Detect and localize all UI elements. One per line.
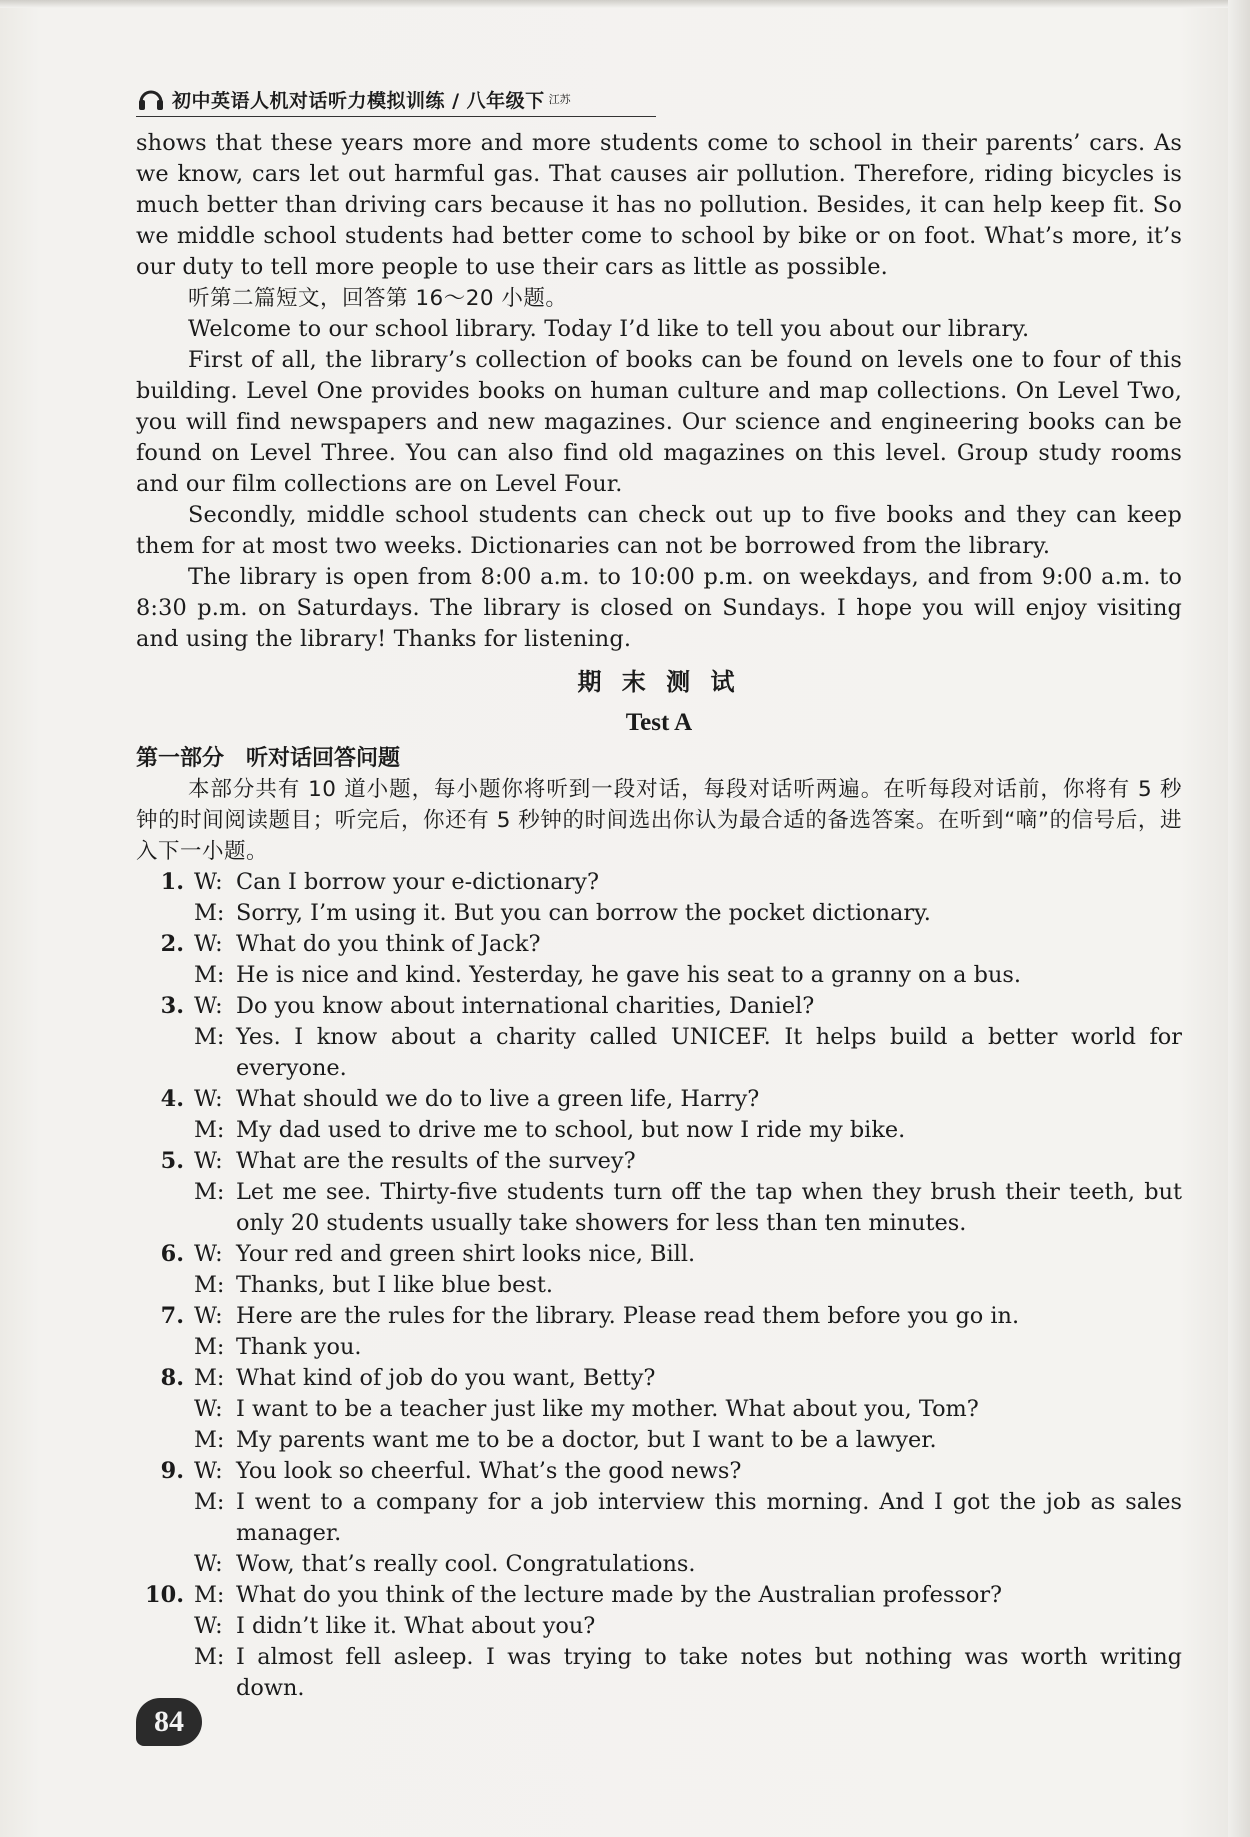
passage2-paragraph: Welcome to our school library. Today I’d like to tell you about our library. <box>188 316 1030 342</box>
running-header <box>136 82 656 117</box>
header-title: 初中英语人机对话听力模拟训练 / 八年级下 <box>172 89 545 112</box>
dialogue-line <box>136 1084 1182 1115</box>
speaker-label: M: <box>194 1117 225 1143</box>
speaker-label: M: <box>194 1427 225 1453</box>
speaker-label: M: <box>194 1644 225 1670</box>
page-content <box>136 128 1182 1704</box>
speaker-label: W: <box>194 1148 223 1174</box>
dialogue-line <box>136 867 1182 898</box>
dialogue-item <box>136 991 1182 1084</box>
dialogue-text: Let me see. Thirty-five students turn off the tap when they brush their teeth, but only 20 students usually take showers for less than ten minutes. <box>236 1179 1182 1236</box>
dialogue-line <box>136 1642 1182 1704</box>
dialogue-line <box>136 1487 1182 1549</box>
dialogue-list <box>136 867 1182 1704</box>
dialogue-line <box>136 1425 1182 1456</box>
speaker-label: M: <box>194 1365 225 1391</box>
dialogue-line <box>136 991 1182 1022</box>
passage1-ending: shows that these years more and more students come to school in their parents’ cars. As we know, cars let out harmful gas. That causes air pollution. Therefore, riding bicycles is much better than driving cars because it has no pollution. Besides, it can help keep fit. So we middle school students had better come to school by bike or on foot. What’s more, it’s our duty to tell more people to use their cars as little as possible. <box>136 130 1182 280</box>
header-suffix: 江苏 <box>548 93 571 106</box>
dialogue-line <box>136 1115 1182 1146</box>
passage2-paragraph: The library is open from 8:00 a.m. to 10:00 p.m. on weekdays, and from 9:00 a.m. to 8:30 p.m. on Saturdays. The library is closed on Sundays. I hope you will enjoy visiting and using the library! Thanks for listening. <box>136 564 1182 652</box>
question-number: 3. <box>160 993 184 1019</box>
dialogue-text: Here are the rules for the library. Please read them before you go in. <box>236 1303 1020 1329</box>
question-number <box>136 898 194 929</box>
question-number: 9. <box>160 1458 184 1484</box>
question-number <box>136 1425 194 1456</box>
question-number <box>136 1549 194 1580</box>
question-number <box>136 960 194 991</box>
dialogue-text: Thank you. <box>236 1334 362 1360</box>
passage2-paragraph: Secondly, middle school students can check out up to five books and they can keep them for at most two weeks. Dictionaries can not be borrowed from the library. <box>136 502 1182 559</box>
dialogue-text: Your red and green shirt looks nice, Bill. <box>236 1241 696 1267</box>
question-number <box>136 1611 194 1642</box>
question-number <box>136 1394 194 1425</box>
dialogue-line <box>136 1301 1182 1332</box>
speaker-label: W: <box>194 1458 223 1484</box>
dialogue-text: Wow, that’s really cool. Congratulations. <box>236 1551 696 1577</box>
speaker-label: M: <box>194 1179 225 1205</box>
question-number: 4. <box>160 1086 184 1112</box>
test-title: Test A <box>625 709 693 736</box>
dialogue-item <box>136 929 1182 991</box>
dialogue-line <box>136 1549 1182 1580</box>
dialogue-line <box>136 898 1182 929</box>
dialogue-text: What should we do to live a green life, Harry? <box>236 1086 760 1112</box>
question-number <box>136 1332 194 1363</box>
dialogue-line <box>136 1332 1182 1363</box>
dialogue-line <box>136 1456 1182 1487</box>
dialogue-text: Yes. I know about a charity called UNICEF. It helps build a better world for everyone. <box>236 1024 1182 1081</box>
dialogue-line <box>136 1022 1182 1084</box>
speaker-label: M: <box>194 1272 225 1298</box>
dialogue-item <box>136 1363 1182 1456</box>
dialogue-item <box>136 1580 1182 1704</box>
dialogue-line <box>136 1177 1182 1239</box>
dialogue-item <box>136 1456 1182 1580</box>
part-title: 第一部分 听对话回答问题 <box>136 746 401 771</box>
passage2-heading: 听第二篇短文，回答第 16～20 小题。 <box>188 286 568 311</box>
speaker-label: M: <box>194 1582 225 1608</box>
dialogue-text: You look so cheerful. What’s the good news? <box>236 1458 742 1484</box>
speaker-label: M: <box>194 1334 225 1360</box>
dialogue-text: What kind of job do you want, Betty? <box>236 1365 656 1391</box>
dialogue-text: What do you think of Jack? <box>236 931 541 957</box>
speaker-label: M: <box>194 900 225 926</box>
speaker-label: W: <box>194 1551 223 1577</box>
speaker-label: W: <box>194 1241 223 1267</box>
part-instructions: 本部分共有 10 道小题，每小题你将听到一段对话，每段对话听两遍。在听每段对话前，你将有 5 秒钟的时间阅读题目；听完后，你还有 5 秒钟的时间选出你认为最合适的备选答案。在听到“嘀”的信号后，进入下一小题。 <box>136 777 1182 864</box>
passage2-paragraph: First of all, the library’s collection of books can be found on levels one to four of this building. Level One provides books on human culture and map collections. On Level Two, you will find newspapers and new magazines. Our science and engineering books can be found on Level Three. You can also find old magazines on this level. Group study rooms and our film collections are on Level Four. <box>136 347 1182 497</box>
dialogue-line <box>136 960 1182 991</box>
dialogue-text: He is nice and kind. Yesterday, he gave his seat to a granny on a bus. <box>236 962 1021 988</box>
dialogue-line <box>136 929 1182 960</box>
question-number <box>136 1270 194 1301</box>
dialogue-item <box>136 1239 1182 1301</box>
dialogue-text: Do you know about international charities, Daniel? <box>236 993 815 1019</box>
dialogue-line <box>136 1394 1182 1425</box>
dialogue-item <box>136 1146 1182 1239</box>
dialogue-text: My dad used to drive me to school, but now I ride my bike. <box>236 1117 906 1143</box>
question-number <box>136 1642 194 1704</box>
speaker-label: W: <box>194 1086 223 1112</box>
dialogue-text: Thanks, but I like blue best. <box>236 1272 553 1298</box>
dialogue-text: My parents want me to be a doctor, but I want to be a lawyer. <box>236 1427 937 1453</box>
dialogue-text: What are the results of the survey? <box>236 1148 636 1174</box>
dialogue-text: Sorry, I’m using it. But you can borrow the pocket dictionary. <box>236 900 931 926</box>
speaker-label: W: <box>194 1396 223 1422</box>
dialogue-line <box>136 1239 1182 1270</box>
dialogue-item <box>136 867 1182 929</box>
dialogue-item <box>136 1301 1182 1363</box>
page-number: 84 <box>136 1698 202 1746</box>
question-number: 6. <box>160 1241 184 1267</box>
question-number <box>136 1487 194 1549</box>
dialogue-text: I went to a company for a job interview this morning. And I got the job as sales manager. <box>236 1489 1182 1546</box>
question-number: 2. <box>160 931 184 957</box>
question-number: 10. <box>145 1582 184 1608</box>
question-number <box>136 1177 194 1239</box>
page-right-edge <box>1228 0 1250 1837</box>
speaker-label: M: <box>194 1024 225 1050</box>
page-top-edge <box>0 0 1250 8</box>
dialogue-text: Can I borrow your e-dictionary? <box>236 869 599 895</box>
speaker-label: W: <box>194 1613 223 1639</box>
dialogue-text: I didn’t like it. What about you? <box>236 1613 596 1639</box>
question-number <box>136 1022 194 1084</box>
dialogue-line <box>136 1146 1182 1177</box>
question-number: 5. <box>160 1148 184 1174</box>
dialogue-line <box>136 1611 1182 1642</box>
speaker-label: W: <box>194 1303 223 1329</box>
speaker-label: W: <box>194 993 223 1019</box>
speaker-label: W: <box>194 869 223 895</box>
dialogue-line <box>136 1363 1182 1394</box>
dialogue-line <box>136 1270 1182 1301</box>
dialogue-text: I almost fell asleep. I was trying to take notes but nothing was worth writing down. <box>236 1644 1182 1701</box>
speaker-label: M: <box>194 962 225 988</box>
question-number: 1. <box>160 869 184 895</box>
question-number: 7. <box>160 1303 184 1329</box>
section-title: 期 末 测 试 <box>577 668 741 696</box>
dialogue-item <box>136 1084 1182 1146</box>
speaker-label: W: <box>194 931 223 957</box>
dialogue-line <box>136 1580 1182 1611</box>
question-number <box>136 1115 194 1146</box>
question-number: 8. <box>160 1365 184 1391</box>
dialogue-text: I want to be a teacher just like my mother. What about you, Tom? <box>236 1396 979 1422</box>
dialogue-text: What do you think of the lecture made by the Australian professor? <box>236 1582 1003 1608</box>
speaker-label: M: <box>194 1489 225 1515</box>
headphones-icon <box>136 84 166 114</box>
